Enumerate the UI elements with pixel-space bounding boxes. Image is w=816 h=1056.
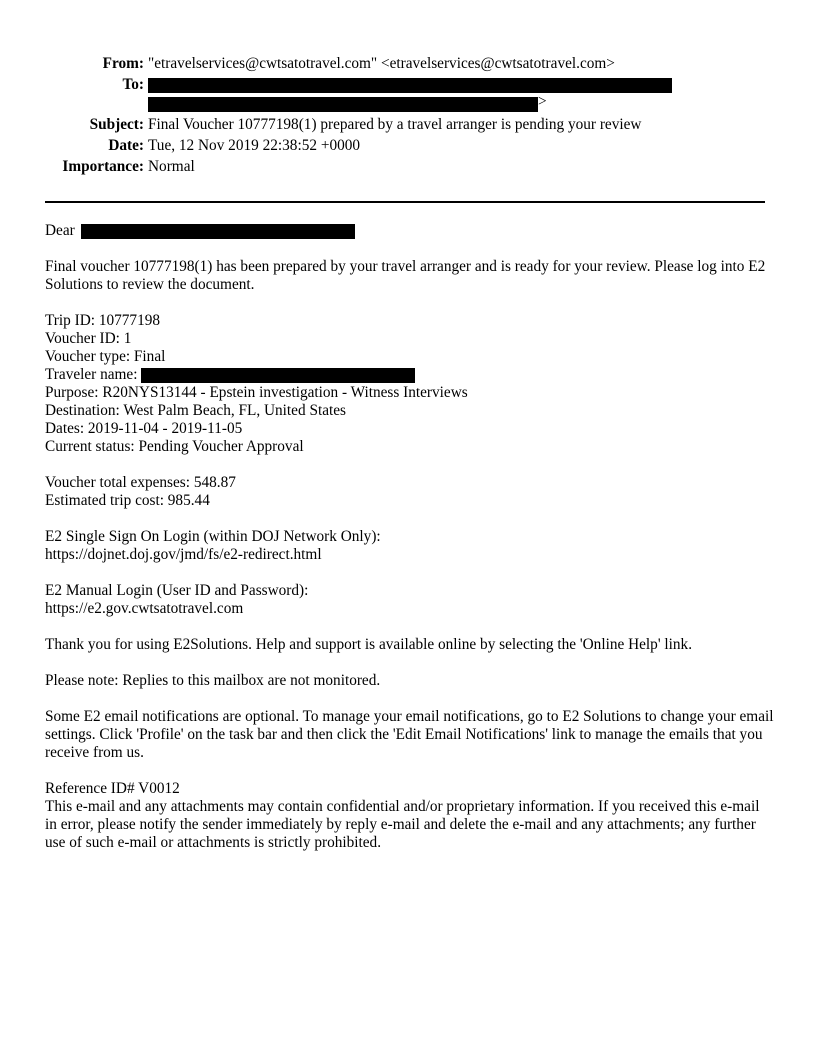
purpose: Purpose: R20NYS13144 - Epstein investigation - Witness Interviews (45, 384, 468, 401)
estimated-cost: Estimated trip cost: 985.44 (45, 492, 210, 509)
email-body (45, 222, 775, 870)
importance-label: Importance: (62, 158, 144, 175)
to-redaction-1 (148, 78, 672, 93)
notifications-paragraph: Some E2 email notifications are optional. To manage your email notifications, go to E2 Solutions to change your email settings. Click 'Profile' on the task bar and then click the 'Edit Email Notifications' link to manage the emails that you receive from us. (45, 708, 774, 761)
dates: Dates: 2019-11-04 - 2019-11-05 (45, 420, 243, 437)
to-label: To: (122, 76, 144, 93)
cost-details (45, 474, 775, 510)
from-value: "etravelservices@cwtsatotravel.com" <etravelservices@cwtsatotravel.com> (148, 55, 615, 72)
sso-label: E2 Single Sign On Login (within DOJ Network Only): (45, 528, 381, 545)
voucher-id: Voucher ID: 1 (45, 330, 132, 347)
note-paragraph: Please note: Replies to this mailbox are not monitored. (45, 672, 381, 689)
to-suffix: > (538, 93, 547, 110)
intro-paragraph: Final voucher 10777198(1) has been prepared by your travel arranger and is ready for your review. Please log into E2 Solutions to review the document. (45, 258, 766, 293)
manual-label: E2 Manual Login (User ID and Password): (45, 582, 309, 599)
current-status: Current status: Pending Voucher Approval (45, 438, 304, 455)
sso-url[interactable]: https://dojnet.doj.gov/jmd/fs/e2-redirect.html (45, 546, 322, 563)
manual-login (45, 582, 775, 618)
reference-block (45, 780, 775, 852)
traveler-name-line (45, 366, 775, 384)
subject-label: Subject: (89, 116, 144, 133)
to-redaction-2 (148, 97, 538, 112)
date-value: Tue, 12 Nov 2019 22:38:52 +0000 (148, 137, 361, 154)
disclaimer: This e-mail and any attachments may contain confidential and/or proprietary information. If you received this e-mail in error, please notify the sender immediately by reply e-mail and delete the e-mail and any attachments; any further use of such e-mail or attachments is strictly prohibited. (45, 798, 760, 851)
sso-login (45, 528, 775, 564)
reference-id: Reference ID# V0012 (45, 780, 180, 797)
importance-value: Normal (148, 158, 195, 175)
voucher-total: Voucher total expenses: 548.87 (45, 474, 236, 491)
voucher-type: Voucher type: Final (45, 348, 166, 365)
date-label: Date: (108, 137, 144, 154)
manual-url[interactable]: https://e2.gov.cwtsatotravel.com (45, 600, 244, 617)
destination: Destination: West Palm Beach, FL, United States (45, 402, 346, 419)
importance-row (0, 156, 816, 177)
from-row (0, 53, 816, 74)
subject-value: Final Voucher 10777198(1) prepared by a travel arranger is pending your review (148, 116, 642, 133)
date-row (0, 135, 816, 156)
trip-id: Trip ID: 10777198 (45, 312, 161, 329)
email-header (0, 53, 816, 177)
recipient-name-redaction (81, 224, 355, 239)
traveler-name-label: Traveler name: (45, 366, 138, 383)
thanks-paragraph: Thank you for using E2Solutions. Help and support is available online by selecting the 'Online Help' link. (45, 636, 693, 653)
header-divider (45, 201, 765, 203)
to-row (0, 74, 816, 114)
greeting: Dear (45, 222, 75, 239)
traveler-name-redaction (141, 368, 415, 383)
trip-details (45, 312, 775, 456)
greeting-paragraph (45, 222, 775, 240)
subject-row (0, 114, 816, 135)
from-label: From: (102, 55, 144, 72)
